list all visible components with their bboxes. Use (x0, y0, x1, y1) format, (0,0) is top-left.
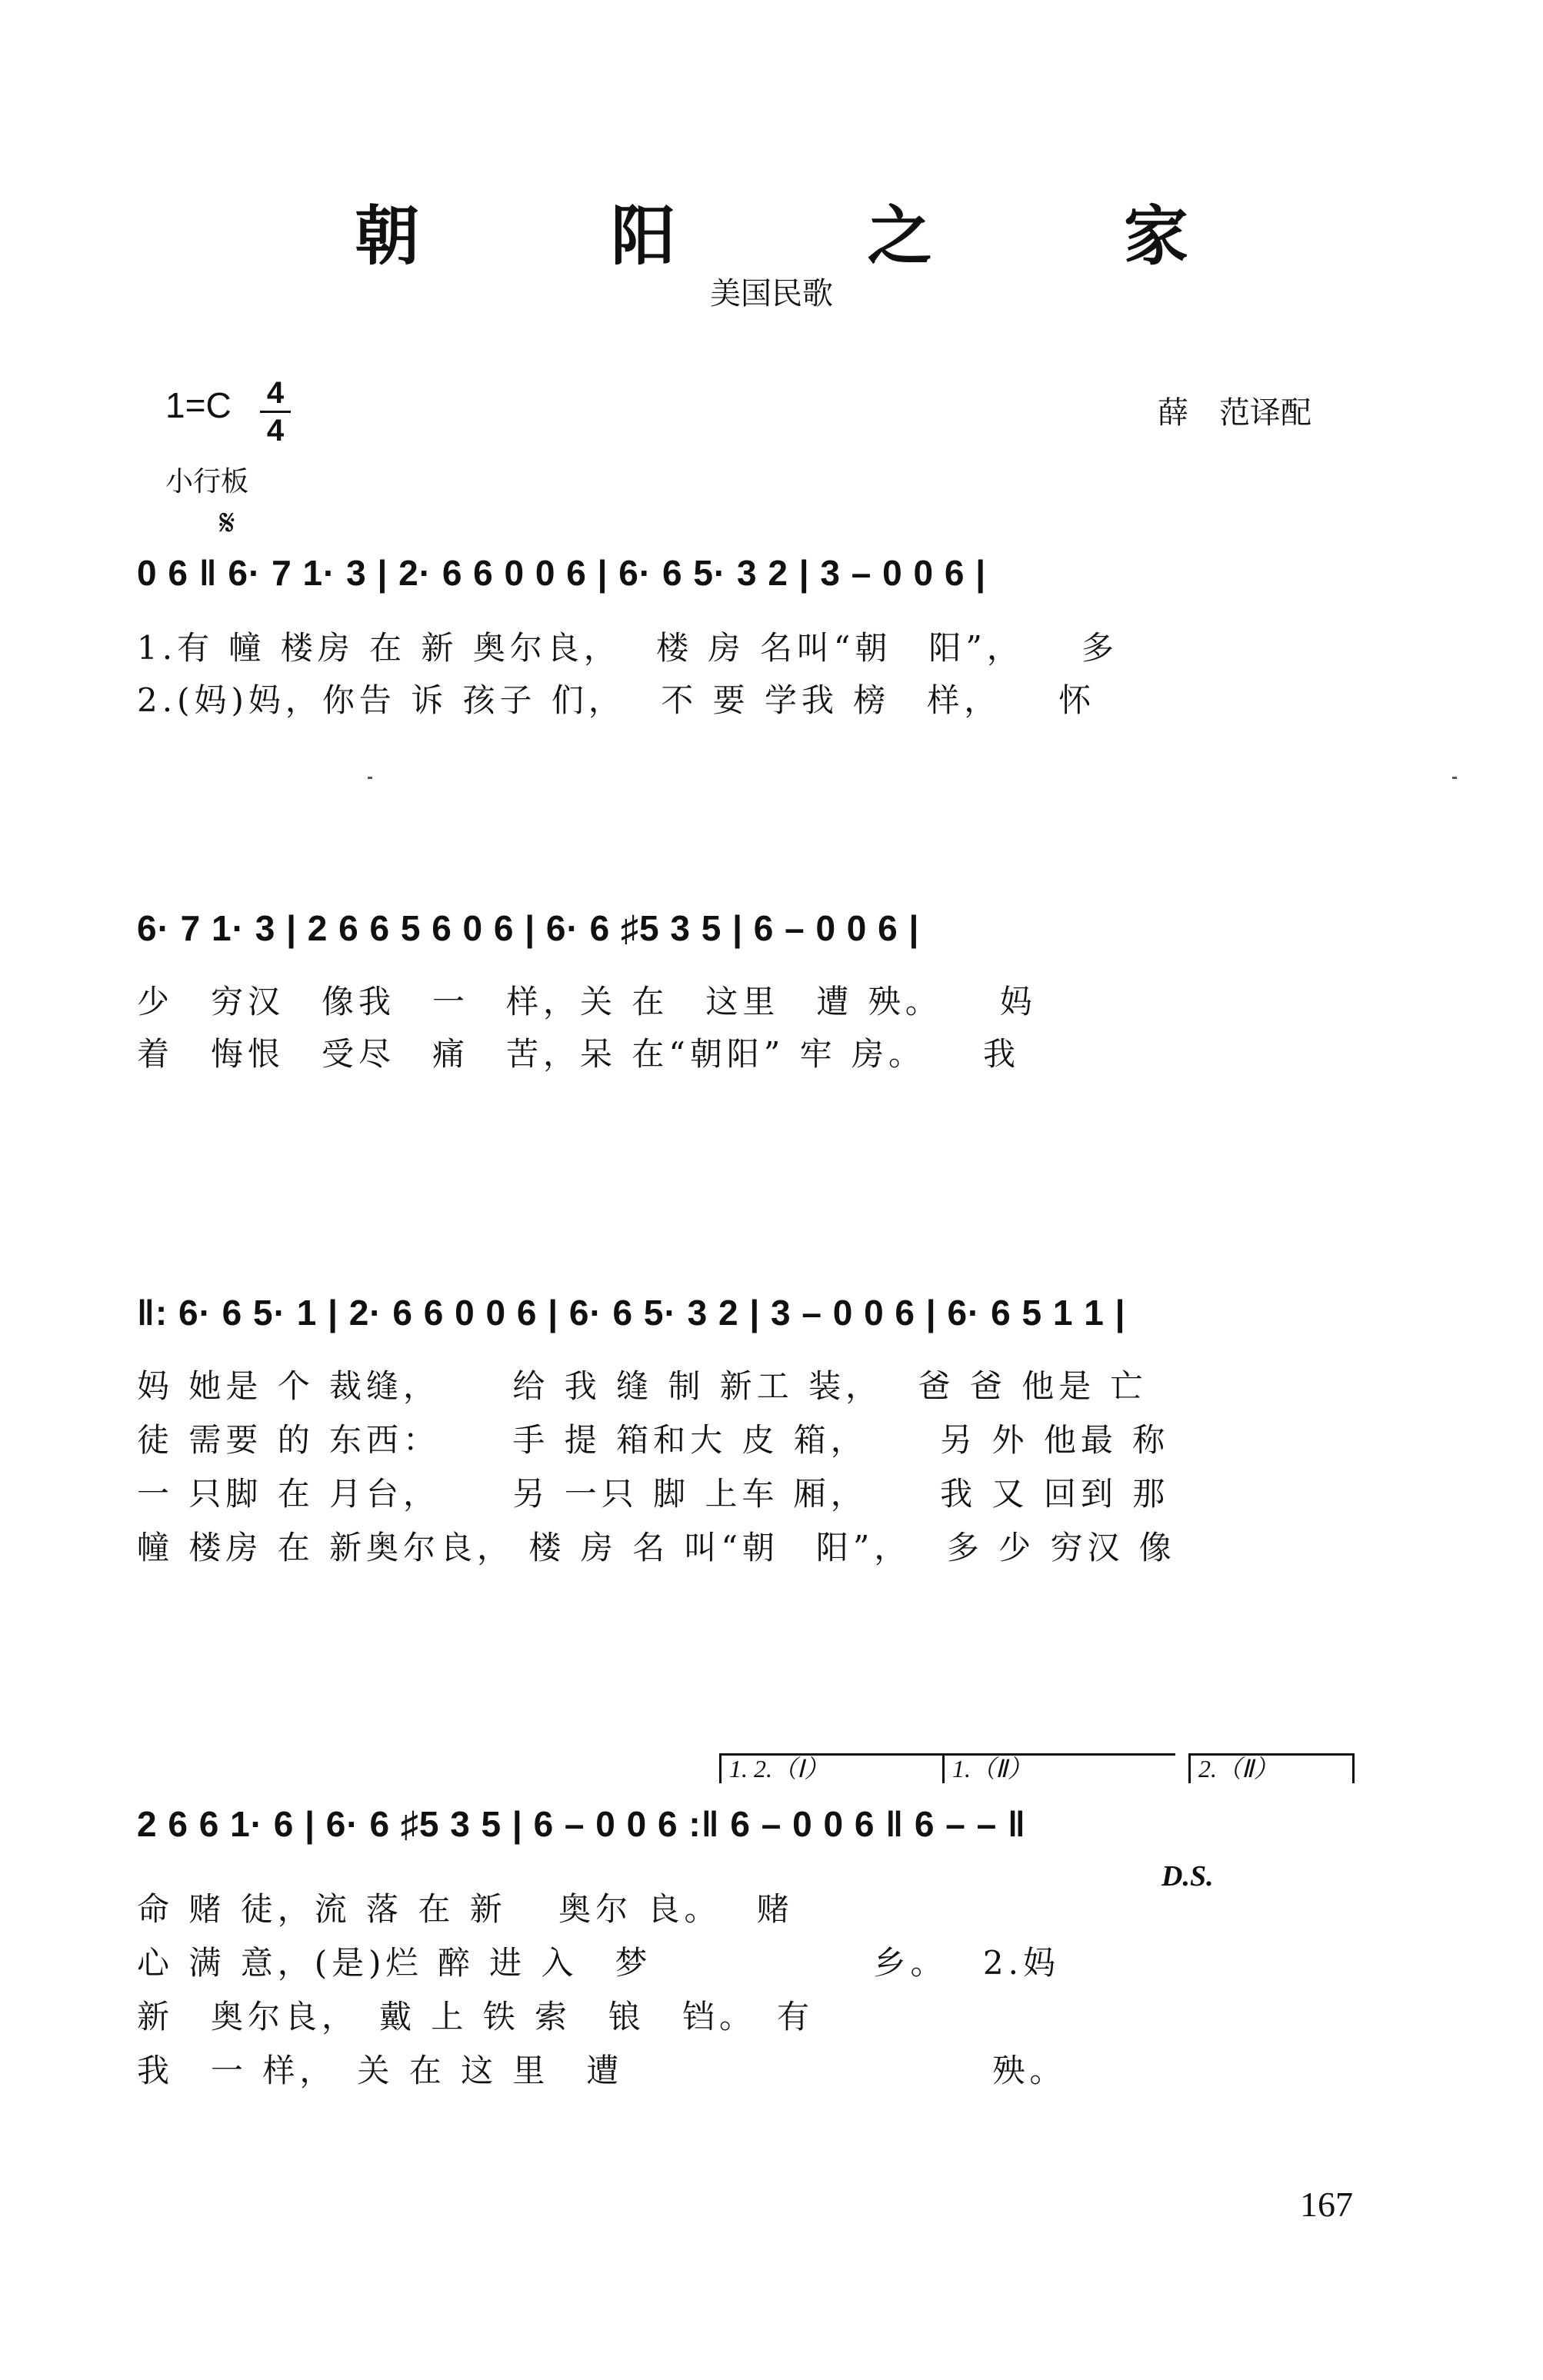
system-4-lyric-2: 心 满 意，(是)烂 醉 进 入 梦 乡。 2.妈 (137, 1944, 1060, 1982)
scan-speck (1452, 777, 1457, 779)
time-numerator: 4 (266, 376, 285, 410)
system-3-notes: ‖: 6· 6 5· 1 | 2· 6 6 0 0 6 | 6· 6 5· 3 2 | 3 – 0 0 6 | 6· 6 5 1 1 | (137, 1293, 1126, 1333)
system-3-lyric-1: 妈 她是 个 裁缝， 给 我 缝 制 新工 装， 爸 爸 他是 亡 (137, 1367, 1148, 1405)
system-3-lyric-2: 徒 需要 的 东西： 手 提 箱和大 皮 箱， 另 外 他最 称 (137, 1421, 1170, 1459)
system-3-lyric-3: 一 只脚 在 月台， 另 一只 脚 上车 厢， 我 又 回到 那 (137, 1475, 1170, 1513)
segno-sign: 𝄋 (219, 501, 235, 544)
time-signature (260, 375, 291, 448)
system-2-lyric-1: 少 穷汉 像我 一 样，关 在 这里 遭 殃。 妈 (137, 983, 1037, 1020)
song-title: 朝 阳 之 家 (355, 198, 1273, 274)
translator-credit: 薛 范译配 (1158, 395, 1311, 431)
scan-speck (368, 777, 372, 779)
system-2-notes: 6· 7 1· 3 | 2 6 6 5 6 0 6 | 6· 6 ♯5 3 5 | 6 – 0 0 6 | (137, 908, 920, 948)
system-4-lyric-3: 新 奥尔良， 戴 上 铁 索 锒 铛。 有 (137, 1998, 815, 2035)
song-subtitle: 美国民歌 (710, 276, 833, 311)
system-1-lyric-1: 1.有 幢 楼房 在 新 奥尔良， 楼 房 名叫“朝 阳”， 多 (137, 629, 1118, 667)
page-number: 167 (1300, 2185, 1353, 2224)
system-1-notes: 0 6 ‖ 6· 7 1· 3 | 2· 6 6 0 0 6 | 6· 6 5· 3 2 | 3 – 0 0 6 | (137, 553, 987, 593)
system-2-lyric-2: 着 悔恨 受尽 痛 苦，呆 在“朝阳” 牢 房。 我 (137, 1035, 1020, 1073)
system-4-lyric-4: 我 一 样， 关 在 这 里 遭 殃。 (137, 2052, 1067, 2089)
system-4-lyric-1: 命 赌 徒，流 落 在 新 奥尔 良。 赌 (137, 1890, 794, 1928)
volta-1: 1. 2.（Ⅰ） (719, 1753, 960, 1783)
dal-segno-marking: D.S. (1161, 1860, 1214, 1892)
system-1-lyric-2: 2.(妈)妈，你告 诉 孩子 们， 不 要 学我 榜 样， 怀 (137, 681, 1096, 719)
key-signature: 1=C (165, 385, 232, 425)
tempo-marking: 小行板 (165, 466, 249, 498)
system-4-notes: 2 6 6 1· 6 | 6· 6 ♯5 3 5 | 6 – 0 0 6 :‖ 6 – 0 0 6 ‖ 6 – – ‖ (137, 1804, 1026, 1844)
time-denominator: 4 (260, 411, 291, 448)
volta-2: 1.（Ⅱ） (942, 1753, 1175, 1783)
system-3-lyric-4: 幢 楼房 在 新奥尔良， 楼 房 名 叫“朝 阳”， 多 少 穷汉 像 (137, 1529, 1176, 1566)
volta-3: 2.（Ⅱ） (1188, 1753, 1355, 1783)
